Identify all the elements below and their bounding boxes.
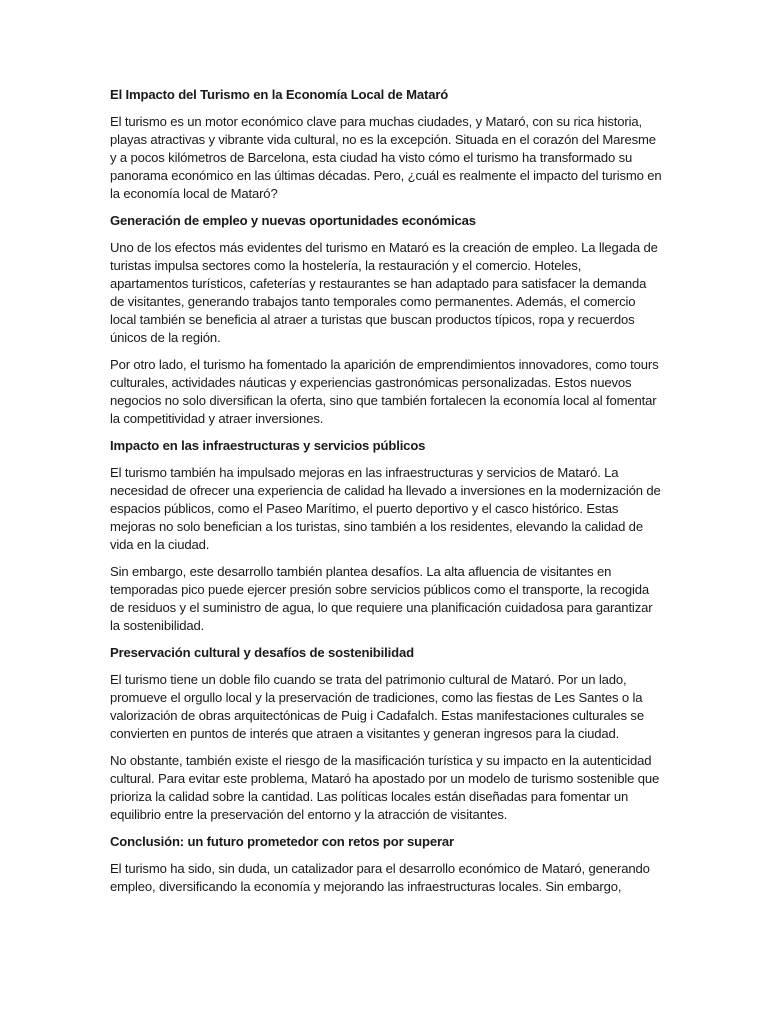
paragraph-preservacion-2: No obstante, también existe el riesgo de la masificación turística y su impacto en la autenticidad cultural. Para evitar este problema, Mataró ha apostado por un modelo de turismo sostenible que prioriza la calidad sobre la cantidad. Las políticas locales están diseñadas para fomentar un equilibrio entre la preservación del entorno y la atracción de visitantes. <box>110 753 660 822</box>
document-page <box>110 86 662 905</box>
document-title: El Impacto del Turismo en la Economía Local de Mataró <box>110 87 449 102</box>
section-heading-infraestructuras: Impacto en las infraestructuras y servicios públicos <box>110 438 426 453</box>
section-heading-empleo: Generación de empleo y nuevas oportunidades económicas <box>110 213 476 228</box>
intro-paragraph: El turismo es un motor económico clave para muchas ciudades, y Mataró, con su rica historia, playas atractivas y vibrante vida cultural, no es la excepción. Situada en el corazón del Maresme y a pocos kilómetros de Barcelona, esta ciudad ha visto cómo el turismo ha transformado su panorama económico en las últimas décadas. Pero, ¿cuál es realmente el impacto del turismo en la economía local de Mataró? <box>110 114 662 201</box>
paragraph-preservacion-1: El turismo tiene un doble filo cuando se trata del patrimonio cultural de Mataró. Por un lado, promueve el orgullo local y la preservación de tradiciones, como las fiestas de Les Santes o la valorización de obras arquitectónicas de Puig i Cadafalch. Estas manifestaciones culturales se convierten en puntos de interés que atraen a visitantes y generan ingresos para la ciudad. <box>110 672 644 741</box>
paragraph-conclusion-1: El turismo ha sido, sin duda, un catalizador para el desarrollo económico de Mataró, generando empleo, diversificando la economía y mejorando las infraestructuras locales. Sin embargo, <box>110 861 650 894</box>
section-heading-preservacion: Preservación cultural y desafíos de sostenibilidad <box>110 645 414 660</box>
paragraph-infraestructuras-1: El turismo también ha impulsado mejoras en las infraestructuras y servicios de Mataró. La necesidad de ofrecer una experiencia de calidad ha llevado a inversiones en la modernización de espacios públicos, como el Paseo Marítimo, el puerto deportivo y el casco histórico. Estas mejoras no solo benefician a los turistas, sino también a los residentes, elevando la calidad de vida en la ciudad. <box>110 465 661 552</box>
section-heading-conclusion: Conclusión: un futuro prometedor con retos por superar <box>110 834 454 849</box>
paragraph-infraestructuras-2: Sin embargo, este desarrollo también plantea desafíos. La alta afluencia de visitantes en temporadas pico puede ejercer presión sobre servicios públicos como el transporte, la recogida de residuos y el suministro de agua, lo que requiere una planificación cuidadosa para garantizar la sostenibilidad. <box>110 564 653 633</box>
paragraph-empleo-1: Uno de los efectos más evidentes del turismo en Mataró es la creación de empleo. La llegada de turistas impulsa sectores como la hostelería, la restauración y el comercio. Hoteles, apartamentos turísticos, cafeterías y restaurantes se han adaptado para satisfacer la demanda de visitantes, generando trabajos tanto temporales como permanentes. Además, el comercio local también se beneficia al atraer a turistas que buscan productos típicos, ropa y recuerdos únicos de la región. <box>110 240 658 345</box>
paragraph-empleo-2: Por otro lado, el turismo ha fomentado la aparición de emprendimientos innovadores, como tours culturales, actividades náuticas y experiencias gastronómicas personalizadas. Estos nuevos negocios no solo diversifican la oferta, sino que también fortalecen la economía local al fomentar la competitividad y atraer inversiones. <box>110 357 659 426</box>
